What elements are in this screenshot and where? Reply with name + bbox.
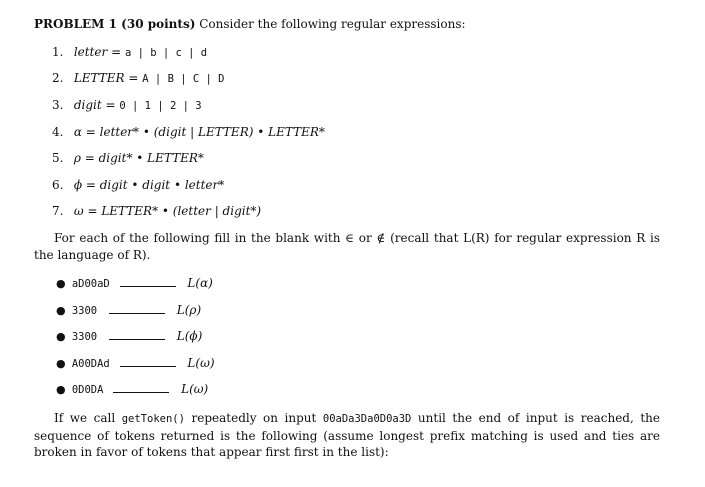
definition-7: 7. ω = LETTER* • (letter | digit*) — [52, 204, 262, 218]
answer-blank[interactable] — [120, 357, 176, 367]
bullet-icon: ● — [56, 304, 66, 317]
closing-input: 00aDa3Da0D0a3D — [322, 413, 412, 425]
problem-title — [34, 17, 466, 31]
question-5 — [56, 382, 208, 397]
question-input: 0D0DA — [71, 384, 104, 396]
closing-paragraph — [34, 410, 660, 461]
answer-blank[interactable] — [113, 383, 169, 393]
instruction-paragraph — [34, 230, 660, 263]
question-input: 3300 — [71, 331, 98, 343]
bullet-icon: ● — [56, 357, 66, 370]
definition-3: 3. digit = 0 | 1 | 2 | 3 — [52, 98, 202, 112]
question-language: L(ϕ) — [176, 329, 203, 343]
question-4 — [56, 356, 215, 371]
question-2 — [56, 303, 201, 318]
question-input: 3300 — [71, 305, 98, 317]
question-input: A00DAd — [71, 358, 110, 370]
closing-post: until the end of input is reached, the sequence of tokens returned is the following (assume longest prefix matching is used and ties are broken in favor of tokens that appear first first in the list): — [34, 411, 660, 459]
definition-2: 2. LETTER = A | B | C | D — [52, 71, 225, 85]
definition-6: 6. ϕ = digit • digit • letter* — [52, 178, 225, 192]
definition-4: 4. α = letter* • (digit | LETTER) • LETTER* — [52, 125, 325, 139]
answer-blank[interactable] — [120, 277, 176, 287]
bullet-icon: ● — [56, 277, 66, 290]
question-input: aD00aD — [71, 278, 110, 290]
question-3 — [56, 329, 202, 344]
answer-blank[interactable] — [109, 330, 165, 340]
question-1 — [56, 276, 213, 291]
bullet-icon: ● — [56, 383, 66, 396]
problem-heading: PROBLEM 1 (30 points) — [34, 17, 196, 31]
answer-blank[interactable] — [109, 304, 165, 314]
problem-intro: Consider the following regular expressions: — [199, 17, 466, 31]
closing-pre: If we call — [54, 411, 122, 425]
definition-1: 1. letter = a | b | c | d — [52, 45, 208, 59]
closing-mid: repeatedly on input — [184, 411, 323, 425]
definition-5: 5. ρ = digit* • LETTER* — [52, 151, 204, 165]
closing-func: getToken() — [121, 413, 185, 425]
question-language: L(ω) — [187, 356, 215, 370]
question-language: L(α) — [187, 276, 213, 290]
bullet-icon: ● — [56, 330, 66, 343]
instruction-text: For each of the following fill in the blank with ∈ or ∉ (recall that L(R) for regular expression R is the language of R). — [34, 231, 660, 262]
question-language: L(ω) — [181, 382, 209, 396]
question-language: L(ρ) — [176, 303, 202, 317]
